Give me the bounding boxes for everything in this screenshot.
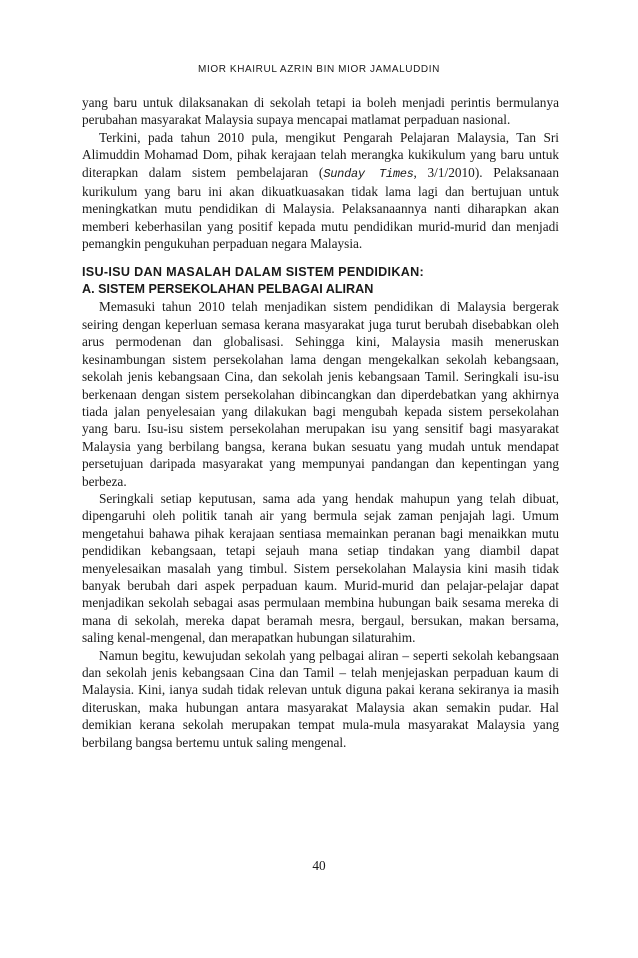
running-head: MIOR KHAIRUL AZRIN BIN MIOR JAMALUDDIN [198,64,440,75]
page-body [82,94,559,751]
page-number: 40 [312,858,326,873]
paragraph-text: , 3/1/2010). Pelaksanaan kurikulum yang baru ini akan dikuatkuasakan tidak lama lagi dan bertujuan untuk meningkatkan mutu pendidikan di Malaysia. Pelaksanaannya nanti diharapkan akan memberi keberhasilan yang positif kepada mutu pendidikan murid-murid dan menjadi pemangkin pengukuhan perpaduan negara Malaysia. [82,164,559,252]
section-heading: ISU-ISU DAN MASALAH DALAM SISTEM PENDIDIKAN: [82,264,425,279]
paragraph-curriculum-2010 [82,129,559,253]
paragraph-intro-continuation: yang baru untuk dilaksanakan di sekolah tetapi ia boleh menjadi perintis bermulanya perubahan masyarakat Malaysia supaya mencapai matlamat perpaduan nasional. [82,95,559,128]
paragraph-multi-stream-schools: Namun begitu, kewujudan sekolah yang pelbagai aliran – seperti sekolah kebangsaan dan sekolah jenis kebangsaan Cina dan Tamil – telah menjejaskan perpaduan kaum di Malaysia. Kini, ianya sudah tidak relevan untuk diguna pakai kerana sekiranya ia masih diteruskan, maka hubungan antara masyarakat Malaysia akan semakin pudar. Hal demikian kerana sekolah merupakan tempat mula-mula masyarakat Malaysia yang berbilang bangsa bertemu untuk saling mengenal. [82,647,559,750]
paragraph-school-system: Memasuki tahun 2010 telah menjadikan sistem pendidikan di Malaysia bergerak seiring dengan keperluan semasa kerana masyarakat juga turut berubah disebabkan oleh arus permodenan dan globalisasi. Sehingga kini, Malaysia masih meneruskan kesinambungan sistem persekolahan lama dengan mengekalkan sekolah kebangsaan, sekolah jenis kebangsaan Cina, dan sekolah jenis kebangsaan Tamil. Seringkali isu-isu berkenaan dengan sistem persekolahan dibincangkan dan diperdebatkan yang akhirnya tiada jalan penyelesaian yang dilakukan bagi mengubah kepada sistem persekolahan yang baru. Isu-isu sistem persekolahan merupakan isu yang sensitif bagi masyarakat Malaysia yang berbilang bangsa, kerana bukan sesuatu yang mudah untuk mendapat persetujuan daripada masyarakat yang mempunyai pandangan dan kepentingan yang berbeza. [82,299,559,489]
paragraph-text: Terkini, pada tahun 2010 pula, mengikut Pengarah Pelajaran Malaysia, Tan Sri Alimuddin Mohamad Dom, pihak kerajaan telah merangka kukikulum yang baru untuk diterapkan dalam sistem pembelajaran ( [82,129,559,180]
subsection-heading: A. SISTEM PERSEKOLAHAN PELBAGAI ALIRAN [82,282,374,297]
source-citation: Sunday Times [323,166,414,181]
spacer [82,253,559,264]
paragraph-political-influence: Seringkali setiap keputusan, sama ada yang hendak mahupun yang telah dibuat, dipengaruhi oleh politik tanah air yang bermula sejak zaman penjajah lagi. Umum mengetahui bahawa pihak kerajaan sentiasa memainkan peranan bagi menaikkan mutu pendidikan kebangsaan, tetapi sejauh mana setiap tindakan yang diambil dapat menyelesaikan masalah yang timbul. Sistem persekolahan Malaysia kini masih tidak banyak berubah dari aspek perpaduan kaum. Murid-murid dan pelajar-pelajar dapat menjadikan sekolah sebagai asas permulaan membina hubungan baik sesama mereka di mana di sekolah, mereka dapat beramah mesra, bergaul, bersukan, makan bersama, saling kenal-mengenal, dan merapatkan hubungan silaturahim. [82,490,559,646]
